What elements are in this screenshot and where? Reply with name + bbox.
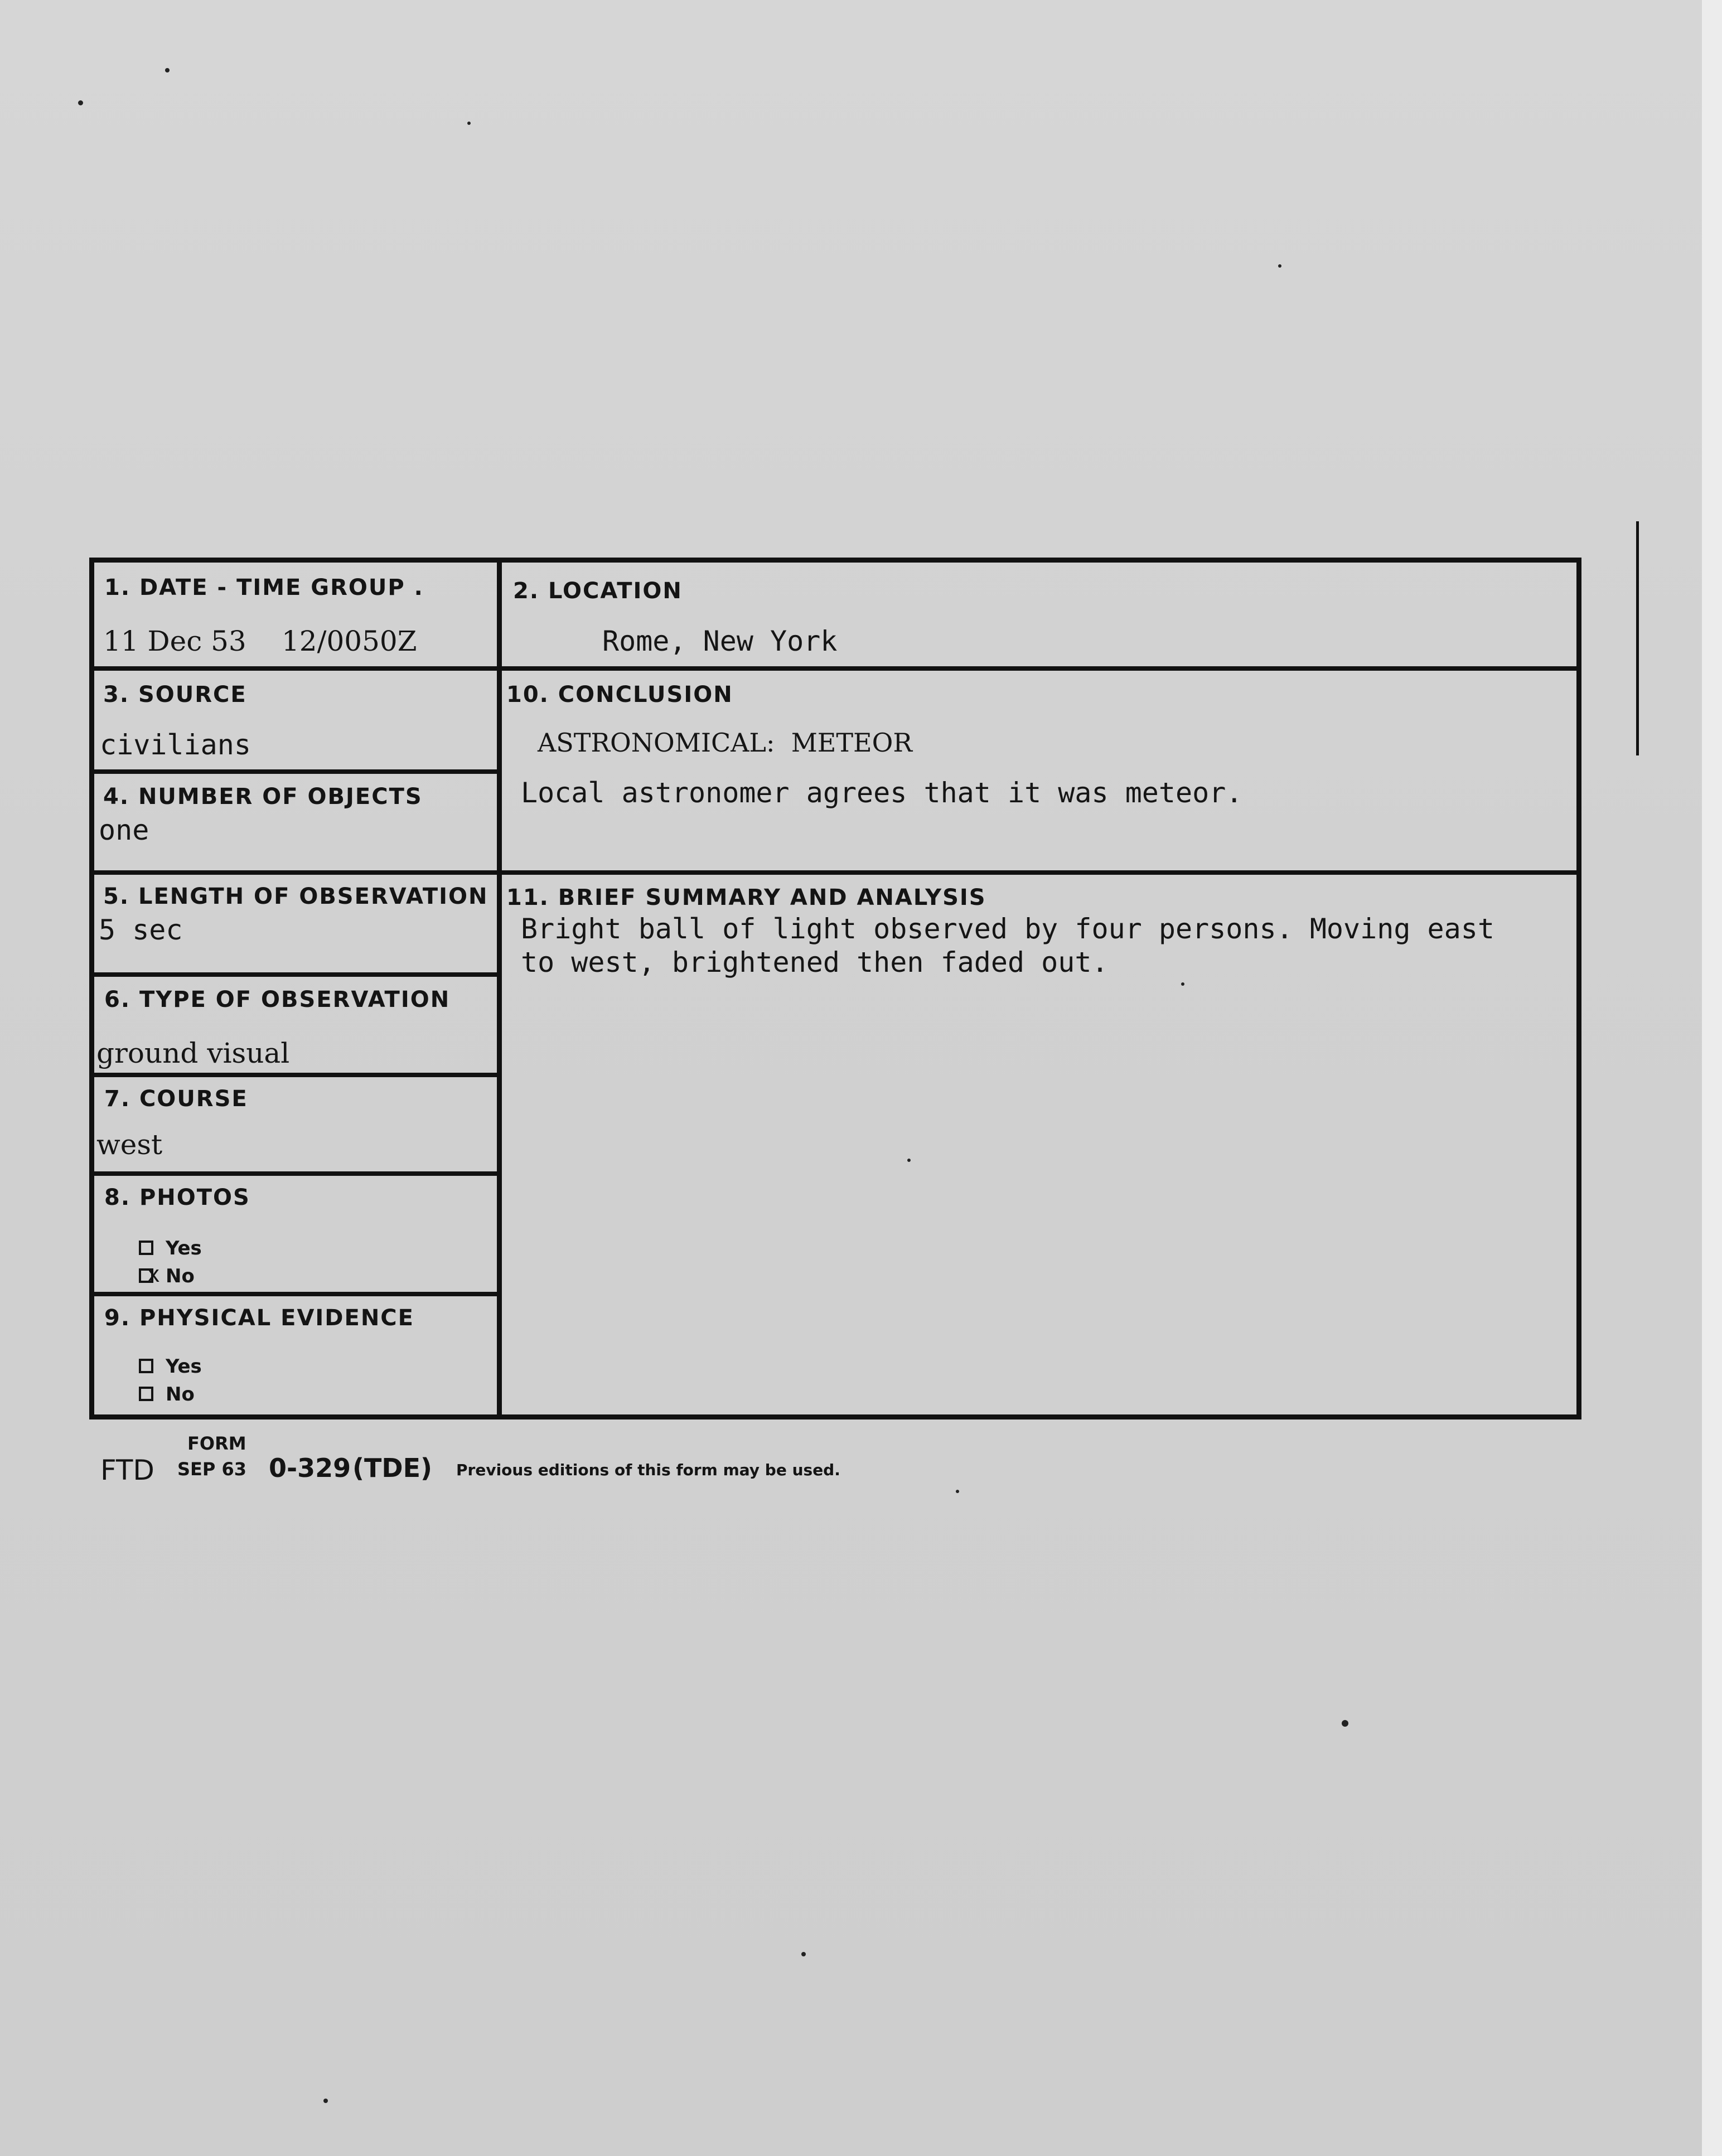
- date-value: 11 Dec 53: [103, 625, 246, 657]
- type-of-observation-label: 6. TYPE OF OBSERVATION: [104, 987, 451, 1012]
- row-divider: [94, 870, 502, 875]
- date-time-label: 1. DATE - TIME GROUP .: [104, 575, 424, 600]
- row-divider: [497, 870, 1576, 875]
- speck: [467, 122, 471, 125]
- physical-evidence-no-label: No: [166, 1383, 195, 1406]
- speck: [1278, 264, 1281, 268]
- physical-evidence-label: 9. PHYSICAL EVIDENCE: [104, 1305, 414, 1331]
- source-cell: [94, 671, 497, 769]
- form-footer: [100, 1427, 937, 1494]
- photos-no-label: No: [166, 1265, 195, 1287]
- location-value: Rome, New York: [602, 625, 838, 657]
- photos-cell: [94, 1176, 497, 1292]
- photos-yes-option[interactable]: [139, 1237, 202, 1259]
- summary-label: 11. BRIEF SUMMARY AND ANALYSIS: [506, 885, 986, 910]
- footer-form-word: FORM: [187, 1433, 246, 1454]
- location-label: 2. LOCATION: [513, 578, 683, 604]
- speck: [956, 1490, 959, 1493]
- conclusion-heading: ASTRONOMICAL: METEOR: [538, 728, 912, 758]
- speck: [323, 2099, 328, 2103]
- row-divider: [94, 1292, 502, 1296]
- footer-form-number: 0-329: [269, 1453, 351, 1483]
- length-of-observation-cell: [94, 875, 497, 972]
- row-divider: [94, 1073, 502, 1077]
- speck: [165, 68, 170, 72]
- number-of-objects-value: one: [99, 814, 149, 846]
- type-of-observation-value: ground visual: [96, 1037, 290, 1069]
- footer-note: Previous editions of this form may be used.: [456, 1461, 840, 1479]
- checkbox-icon[interactable]: [139, 1387, 153, 1401]
- source-value: civilians: [100, 729, 251, 761]
- summary-line-2: to west, brightened then faded out.: [521, 946, 1109, 978]
- conclusion-label: 10. CONCLUSION: [506, 682, 733, 708]
- length-of-observation-value: 5 sec: [99, 914, 183, 946]
- photos-no-option[interactable]: [139, 1265, 195, 1287]
- checkbox-icon[interactable]: [139, 1241, 153, 1255]
- footer-sep: SEP 63: [177, 1459, 247, 1480]
- time-value: 12/0050Z: [282, 625, 417, 657]
- report-form: [89, 558, 1581, 1419]
- summary-cell: [502, 875, 1576, 1414]
- conclusion-note: Local astronomer agrees that it was meteor.: [521, 777, 1243, 809]
- checked-checkbox-icon[interactable]: [139, 1268, 153, 1283]
- speck: [78, 100, 83, 105]
- speck: [801, 1952, 806, 1956]
- location-cell: [502, 563, 1576, 666]
- length-of-observation-label: 5. LENGTH OF OBSERVATION: [103, 884, 488, 909]
- photos-label: 8. PHOTOS: [104, 1185, 250, 1210]
- course-value: west: [96, 1128, 163, 1161]
- column-divider: [497, 563, 502, 1414]
- row-divider: [94, 769, 502, 774]
- course-cell: [94, 1077, 497, 1171]
- row-divider: [94, 1171, 502, 1176]
- checkbox-icon[interactable]: [139, 1359, 153, 1373]
- footer-dept: (TDE): [352, 1453, 433, 1483]
- photos-yes-label: Yes: [166, 1237, 202, 1259]
- row-divider: [94, 972, 502, 977]
- date-time-cell: [94, 563, 497, 666]
- number-of-objects-cell: [94, 774, 497, 870]
- speck: [1342, 1720, 1348, 1727]
- summary-line-1: Bright ball of light observed by four persons. Moving east: [521, 913, 1494, 945]
- number-of-objects-label: 4. NUMBER OF OBJECTS: [103, 784, 423, 810]
- physical-evidence-cell: [94, 1296, 497, 1414]
- row-divider: [94, 666, 502, 671]
- physical-evidence-no-option[interactable]: [139, 1383, 195, 1406]
- course-label: 7. COURSE: [104, 1086, 248, 1112]
- row-divider: [497, 666, 1576, 671]
- page-edge: [1702, 0, 1722, 2156]
- scan-mark: [1636, 521, 1639, 755]
- physical-evidence-yes-option[interactable]: [139, 1355, 202, 1378]
- footer-ftd: FTD: [100, 1454, 154, 1486]
- physical-evidence-yes-label: Yes: [166, 1355, 202, 1378]
- conclusion-cell: [502, 671, 1576, 870]
- source-label: 3. SOURCE: [103, 682, 247, 708]
- type-of-observation-cell: [94, 977, 497, 1073]
